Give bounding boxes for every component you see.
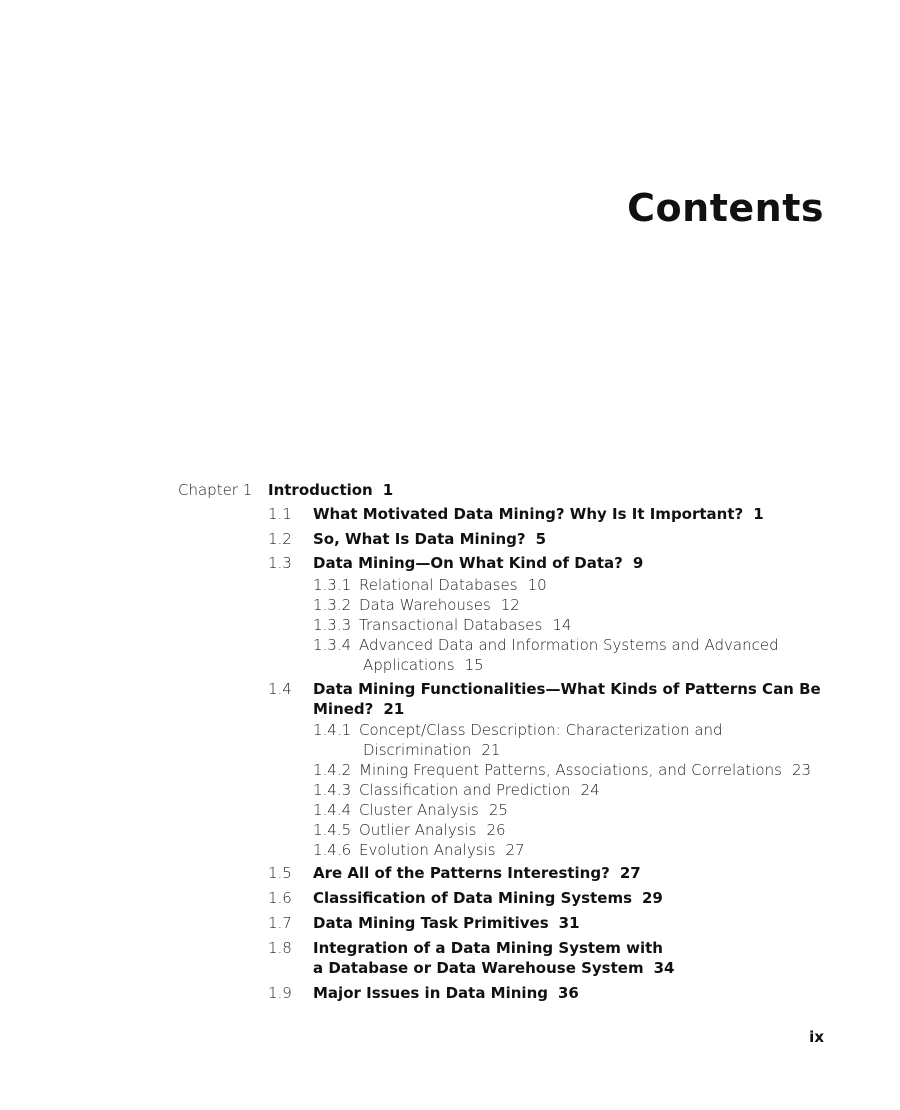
page-number: 9 (632, 554, 644, 572)
subsection-title: Classification and Prediction (359, 781, 571, 799)
subsection-number: 1.4.2 (313, 761, 352, 779)
section-title-line1: Integration of a Data Mining System with (313, 939, 663, 957)
subsection-title: Cluster Analysis (359, 801, 479, 819)
page-number: 27 (505, 841, 525, 859)
subsection-number: 1.4.6 (313, 841, 352, 859)
subsection-number: 1.4.5 (313, 821, 352, 839)
section-entry[interactable] (313, 938, 674, 978)
subsection-entry[interactable] (359, 720, 723, 760)
subsection-number: 1.3.4 (313, 636, 352, 654)
page-number: 36 (558, 984, 579, 1002)
page-number: 34 (653, 959, 675, 977)
chapter-entry[interactable] (268, 481, 393, 499)
subsection-title: Relational Databases (359, 576, 518, 594)
subsection-entry[interactable] (359, 635, 779, 675)
section-title: So, What Is Data Mining? (313, 530, 526, 548)
chapter-title: Introduction (268, 481, 373, 499)
page-number: 12 (500, 596, 520, 614)
section-title-line1: Data Mining Functionalities—What Kinds of Patterns Can Be (313, 680, 821, 698)
subsection-entry[interactable] (359, 760, 811, 780)
section-number: 1.6 (268, 889, 292, 907)
section-number: 1.7 (268, 914, 292, 932)
subsection-title-line1: Advanced Data and Information Systems and Advanced (359, 636, 779, 654)
section-title-line2: Mined? (313, 700, 374, 718)
section-number: 1.9 (268, 984, 292, 1002)
page-folio: ix (809, 1028, 824, 1046)
page-number: 29 (642, 889, 663, 907)
subsection-entry[interactable] (359, 595, 520, 615)
section-number: 1.2 (268, 530, 292, 548)
page-number: 26 (486, 821, 506, 839)
subsection-entry[interactable] (359, 780, 600, 800)
page-number: 25 (488, 801, 508, 819)
section-title: What Motivated Data Mining? Why Is It Important? (313, 505, 744, 523)
subsection-entry[interactable] (359, 800, 508, 820)
subsection-entry[interactable] (359, 840, 525, 860)
section-entry[interactable] (313, 679, 821, 719)
page-number: 21 (383, 700, 405, 718)
section-number: 1.5 (268, 864, 292, 882)
subsection-number: 1.3.1 (313, 576, 352, 594)
subsection-entry[interactable] (359, 575, 547, 595)
page-number: 14 (552, 616, 572, 634)
subsection-number: 1.3.2 (313, 596, 352, 614)
chapter-label: Chapter 1 (178, 481, 253, 499)
section-title: Classification of Data Mining Systems (313, 889, 632, 907)
subsection-title: Transactional Databases (359, 616, 543, 634)
section-entry[interactable] (313, 983, 579, 1003)
page-number: 31 (558, 914, 580, 932)
page-number: 10 (527, 576, 547, 594)
page-title: Contents (627, 186, 824, 230)
subsection-number: 1.4.4 (313, 801, 352, 819)
subsection-entry[interactable] (359, 820, 506, 840)
section-entry[interactable] (313, 553, 643, 573)
section-title: Data Mining—On What Kind of Data? (313, 554, 623, 572)
page-number: 24 (580, 781, 600, 799)
subsection-title-line2: Applications (363, 656, 455, 674)
section-entry[interactable] (313, 504, 764, 524)
page-number: 15 (464, 656, 484, 674)
page-number: 1 (382, 481, 394, 499)
section-entry[interactable] (313, 529, 546, 549)
page-number: 1 (753, 505, 764, 523)
subsection-title-line2: Discrimination (363, 741, 472, 759)
section-entry[interactable] (313, 913, 580, 933)
page-number: 5 (535, 530, 547, 548)
page-number: 21 (481, 741, 501, 759)
section-title: Are All of the Patterns Interesting? (313, 864, 610, 882)
section-entry[interactable] (313, 863, 641, 883)
page-number: 27 (619, 864, 641, 882)
page-number: 23 (791, 761, 812, 779)
section-number: 1.8 (268, 939, 292, 957)
subsection-number: 1.4.1 (313, 721, 352, 739)
subsection-number: 1.3.3 (313, 616, 352, 634)
subsection-entry[interactable] (359, 615, 571, 635)
section-title: Major Issues in Data Mining (313, 984, 548, 1002)
subsection-title: Mining Frequent Patterns, Associations, and Correlations (359, 761, 782, 779)
subsection-title-line1: Concept/Class Description: Characterization and (359, 721, 723, 739)
subsection-title: Outlier Analysis (359, 821, 477, 839)
section-number: 1.1 (268, 505, 292, 523)
section-number: 1.4 (268, 680, 292, 698)
section-title-line2: a Database or Data Warehouse System (313, 959, 644, 977)
subsection-title: Data Warehouses (359, 596, 491, 614)
subsection-number: 1.4.3 (313, 781, 352, 799)
subsection-title: Evolution Analysis (359, 841, 496, 859)
section-entry[interactable] (313, 888, 663, 908)
section-number: 1.3 (268, 554, 292, 572)
section-title: Data Mining Task Primitives (313, 914, 549, 932)
